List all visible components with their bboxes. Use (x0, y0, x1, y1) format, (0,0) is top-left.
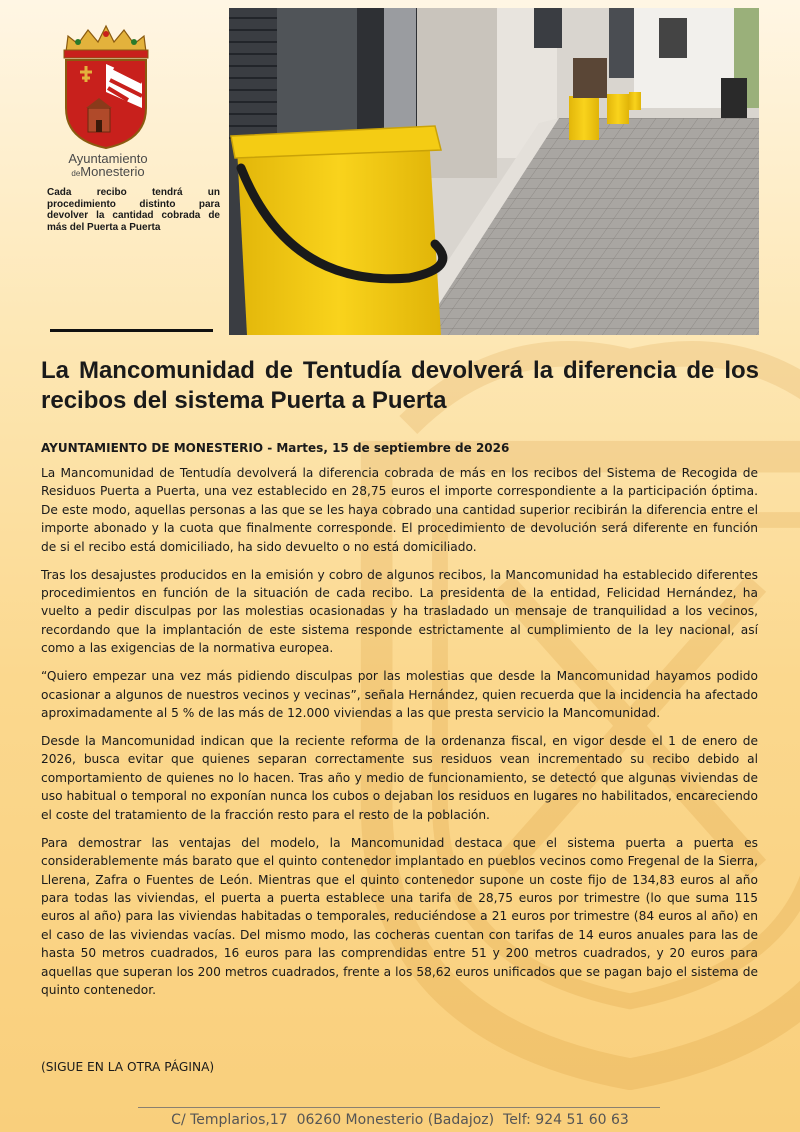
organization-name (48, 152, 168, 180)
continued-notice: (SIGUE EN LA OTRA PÁGINA) (41, 1060, 215, 1074)
caption-divider (50, 329, 213, 332)
organization-name-de: de (71, 169, 81, 178)
municipal-crest-logo (58, 22, 154, 150)
organization-name-line1: Ayuntamiento (68, 151, 148, 166)
street-bins-photo (229, 8, 759, 335)
organization-name-line2: Monesterio (80, 164, 145, 179)
footer-divider (138, 1107, 660, 1108)
article-paragraph: Para demostrar las ventajas del modelo, la Mancomunidad destaca que el sistema puerta a puerta es considerablemente más barato que el quinto contenedor implantado en pueblos vecinos como Fregenal de la Sierra, Llerena, Zafra o Fuentes de León. Mientras que el quinto contenedor supone un coste fijo de 134,83 euros al año para todas las viviendas, el puerta a puerta establece una tarifa de 28,75 euros por trimestre (lo que suma 115 euros al año) para las viviendas habitadas o temporales, reduciéndose a 21 euros por trimestre (84 euros al año) en el caso de las viviendas vacías. Del mismo modo, las cocheras cuentan con tarifas de 14 euros anuales para las de hasta 50 metros cuadrados, 16 euros para las comprendidas entre 51 y 200 metros cuadrados, y 20 euros para aquellas que superan los 200 metros cuadrados, frente a los 58,62 euros unificados que se pagan bajo el sistema de quinto contenedor. (41, 835, 758, 997)
article-body (41, 464, 758, 1009)
footer-address: C/ Templarios,17 06260 Monesterio (Badajoz) Telf: 924 51 60 63 (171, 1112, 629, 1128)
article-headline: La Mancomunidad de Tentudía devolverá la diferencia de los recibos del sistema Puerta a Puerta (41, 357, 759, 414)
article-paragraph: La Mancomunidad de Tentudía devolverá la diferencia cobrada de más en los recibos del Sistema de Recogida de Residuos Puerta a Puerta, una vez establecido en 28,75 euros el importe correspondiente a la participación óptima. De este modo, aquellas personas a las que se les haya cobrado una cantidad superior recibirán la diferencia entre el importe abonado y la cuota que finalmente corresponde. El procedimiento de devolución será diferente en función de si el recibo está domiciliado, ha sido devuelto o no está domiciliado. (41, 466, 758, 554)
article-paragraph: Tras los desajustes producidos en la emisión y cobro de algunos recibos, la Mancomunidad ha establecido diferentes procedimientos en función de la situación de cada recibo. La presidenta de la entidad, Felicidad Hernández, ha vuelto a pedir disculpas por las molestias ocasionadas y ha trasladado un mensaje de tranquilidad a los vecinos, recordando que la implantación de este sistema responde estrictamente al cumplimiento de la ley nacional, así como a las exigencias de la normativa europea. (41, 567, 758, 656)
article-paragraph: “Quiero empezar una vez más pidiendo disculpas por las molestias que desde la Mancomunidad hayamos podido ocasionar a algunos de nuestros vecinos y vecinas”, señala Hernández, quien recuerda que la incidencia ha afectado aproximadamente al 5 % de las más de 12.000 viviendas a las que presta servicio la Mancomunidad. (41, 669, 758, 721)
article-paragraph: Desde la Mancomunidad indican que la reciente reforma de la ordenanza fiscal, en vigor desde el 1 de enero de 2026, busca evitar que quienes separan correctamente sus residuos vean incrementado su recibo debido al comportamiento de quienes no lo hacen. Tras año y medio de funcionamiento, se detectó que algunas viviendas de uso habitual o temporal no exponían nunca los cubos o dejaban los residuos en lugares no habilitados, encareciendo el coste del tratamiento de la fracción resto para el resto de la población. (41, 734, 758, 822)
photo-caption: Cada recibo tendrá un procedimiento distinto para devolver la cantidad cobrada de más del Puerta a Puerta (47, 187, 220, 233)
article-dateline: AYUNTAMIENTO DE MONESTERIO - Martes, 15 de septiembre de 2026 (41, 441, 510, 455)
